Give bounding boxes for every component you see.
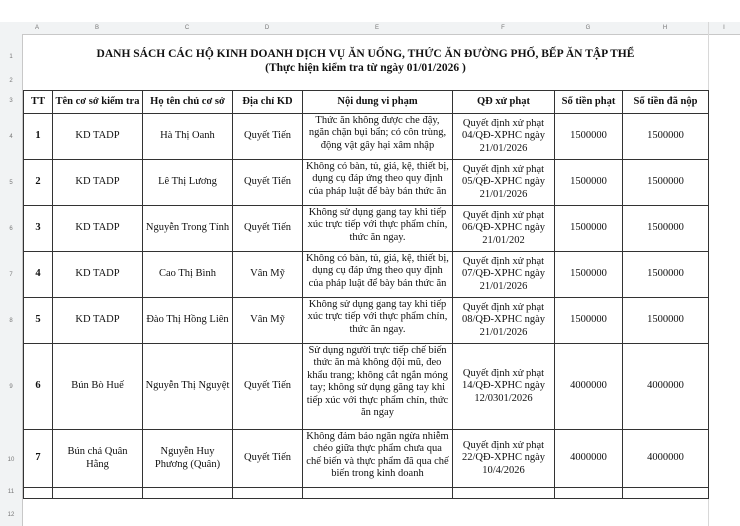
header-owner-name[interactable]: Họ tên chủ cơ sở <box>143 91 233 114</box>
empty-cell[interactable] <box>233 488 303 499</box>
cell-decision[interactable]: Quyết định xử phạt 14/QĐ-XPHC ngày 12/0301/2026 <box>453 344 555 430</box>
cell-owner[interactable]: Đào Thị Hồng Liên <box>143 298 233 344</box>
empty-cell[interactable] <box>53 488 143 499</box>
cell-address[interactable]: Quyết Tiến <box>233 160 303 206</box>
cell-decision[interactable]: Quyết định xử phạt 04/QĐ-XPHC ngày 21/01/2026 <box>453 114 555 160</box>
row-number[interactable]: 12 <box>7 512 15 518</box>
empty-cell[interactable] <box>623 488 709 499</box>
cell-owner[interactable]: Lê Thị Lương <box>143 160 233 206</box>
column-header-g[interactable]: G <box>585 25 591 31</box>
cell-violation[interactable] <box>303 160 453 206</box>
header-facility-name[interactable]: Tên cơ sở kiểm tra <box>53 91 143 114</box>
table-row <box>24 114 709 160</box>
header-paid-amount[interactable]: Số tiền đã nộp <box>623 91 709 114</box>
cell-address[interactable]: Quyết Tiến <box>233 114 303 160</box>
violation-text: Sử dụng người trực tiếp chế biến thức ăn mà không đội mũ, đeo khẩu trang; không cắt ngắn móng tay; không sử dụng găng tay khi tiếp xúc với thực phẩm chín, thức ăn ngay <box>306 344 449 418</box>
table-row <box>24 298 709 344</box>
column-header-i[interactable]: I <box>723 25 725 31</box>
violation-text: Không có bàn, tủ, giá, kệ, thiết bị, dụng cụ đáp ứng theo quy định của pháp luật để bày bán thức ăn <box>306 160 449 197</box>
cell-owner[interactable]: Cao Thị Bình <box>143 252 233 298</box>
row-header-strip <box>0 34 23 526</box>
cell-violation[interactable] <box>303 344 453 430</box>
cell-violation[interactable] <box>303 430 453 488</box>
cell-decision[interactable]: Quyết định xử phạt 06/QĐ-XPHC ngày 21/01/202 <box>453 206 555 252</box>
cell-decision[interactable]: Quyết định xử phạt 05/QĐ-XPHC ngày 21/01/2026 <box>453 160 555 206</box>
row-number[interactable]: 3 <box>9 98 13 104</box>
table-row <box>24 206 709 252</box>
cell-fine[interactable]: 4000000 <box>555 344 623 430</box>
cell-facility[interactable]: KD TADP <box>53 206 143 252</box>
cell-facility[interactable]: KD TADP <box>53 252 143 298</box>
table-header-row <box>24 91 709 114</box>
cell-decision[interactable]: Quyết định xử phạt 08/QĐ-XPHC ngày 21/01/2026 <box>453 298 555 344</box>
cell-tt[interactable]: 1 <box>24 114 53 160</box>
header-fine-amount[interactable]: Số tiền phạt <box>555 91 623 114</box>
cell-fine[interactable]: 1500000 <box>555 206 623 252</box>
violation-text: Không đảm bảo ngăn ngừa nhiễm chéo giữa thực phẩm chưa qua chế biến và thực phẩm đã qua chế biến trong kinh doanh <box>306 430 449 479</box>
violation-text: Không có bàn, tủ, giá, kệ, thiết bị, dụng cụ đáp ứng theo quy định của pháp luật để bày bán thức ăn <box>306 252 449 289</box>
violation-text: Không sử dụng gang tay khi tiếp xúc trực tiếp với thực phẩm chín, thức ăn ngay. <box>307 206 448 243</box>
cell-facility[interactable]: Bún Bò Huế <box>53 344 143 430</box>
empty-cell[interactable] <box>303 488 453 499</box>
table-row <box>24 344 709 430</box>
row-number[interactable]: 1 <box>9 54 13 60</box>
blank-row <box>24 488 709 499</box>
cell-owner[interactable]: Nguyễn Thị Nguyệt <box>143 344 233 430</box>
table-row <box>24 430 709 488</box>
table-row <box>24 160 709 206</box>
violation-text: Không sử dụng gang tay khi tiếp xúc trực tiếp với thực phẩm chín, thức ăn ngay. <box>307 298 448 335</box>
header-address[interactable]: Địa chỉ KD <box>233 91 303 114</box>
cell-paid[interactable]: 1500000 <box>623 298 709 344</box>
empty-cell[interactable] <box>555 488 623 499</box>
violation-table <box>23 90 709 499</box>
empty-cell[interactable] <box>143 488 233 499</box>
column-header-f[interactable]: F <box>501 25 505 31</box>
cell-decision[interactable]: Quyết định xử phạt 07/QĐ-XPHC ngày 21/01/2026 <box>453 252 555 298</box>
cell-violation[interactable] <box>303 206 453 252</box>
page-subtitle: (Thực hiện kiểm tra từ ngày 01/01/2026 ) <box>265 62 466 74</box>
cell-facility[interactable]: KD TADP <box>53 160 143 206</box>
column-header-e[interactable]: E <box>374 25 379 31</box>
cell-tt[interactable]: 5 <box>24 298 53 344</box>
row-number[interactable]: 11 <box>7 489 15 495</box>
cell-violation[interactable] <box>303 298 453 344</box>
header-tt[interactable]: TT <box>24 91 53 114</box>
cell-violation[interactable] <box>303 114 453 160</box>
cell-address[interactable]: Quyết Tiến <box>233 206 303 252</box>
cell-decision[interactable]: Quyết định xử phạt 22/QĐ-XPHC ngày 10/4/2026 <box>453 430 555 488</box>
cell-fine[interactable]: 1500000 <box>555 114 623 160</box>
header-decision[interactable]: QĐ xử phạt <box>453 91 555 114</box>
cell-owner[interactable]: Nguyễn Huy Phương (Quân) <box>143 430 233 488</box>
column-header-d[interactable]: D <box>264 25 270 31</box>
column-header-c[interactable]: C <box>184 25 190 31</box>
row-number[interactable]: 4 <box>9 134 13 140</box>
cell-owner[interactable]: Nguyễn Trong Tính <box>143 206 233 252</box>
column-header-h[interactable]: H <box>662 25 668 31</box>
cell-tt[interactable]: 3 <box>24 206 53 252</box>
row-number[interactable]: 7 <box>9 272 13 278</box>
column-header-strip <box>0 22 740 35</box>
header-violation[interactable]: Nội dung vi phạm <box>303 91 453 114</box>
column-header-a[interactable]: A <box>34 25 39 31</box>
empty-cell[interactable] <box>453 488 555 499</box>
cell-address[interactable]: Quyết Tiến <box>233 344 303 430</box>
row-number[interactable]: 8 <box>9 318 13 324</box>
cell-fine[interactable]: 4000000 <box>555 430 623 488</box>
cell-tt[interactable]: 7 <box>24 430 53 488</box>
violation-text: Thức ăn không được che đậy, ngăn chặn bụi bẩn; có côn trùng, động vật gây hại xâm nhập <box>308 114 447 151</box>
cell-facility[interactable]: KD TADP <box>53 114 143 160</box>
cell-paid[interactable]: 1500000 <box>623 114 709 160</box>
row-number[interactable]: 5 <box>9 180 13 186</box>
cell-paid[interactable]: 4000000 <box>623 344 709 430</box>
cell-tt[interactable]: 4 <box>24 252 53 298</box>
cell-fine[interactable]: 1500000 <box>555 298 623 344</box>
cell-paid[interactable]: 4000000 <box>623 430 709 488</box>
row-number[interactable]: 2 <box>9 78 13 84</box>
column-i-area <box>708 22 740 526</box>
cell-paid[interactable]: 1500000 <box>623 252 709 298</box>
page-title: DANH SÁCH CÁC HỘ KINH DOANH DỊCH VỤ ĂN UỐNG, THỨC ĂN ĐƯỜNG PHỐ, BẾP ĂN TẬP THỂ <box>96 48 635 60</box>
cell-facility[interactable]: Bún chả Quân Hằng <box>53 430 143 488</box>
cell-fine[interactable]: 1500000 <box>555 252 623 298</box>
table-row <box>24 252 709 298</box>
empty-cell[interactable] <box>24 488 53 499</box>
column-header-b[interactable]: B <box>94 25 99 31</box>
cell-tt[interactable]: 6 <box>24 344 53 430</box>
cell-paid[interactable]: 1500000 <box>623 160 709 206</box>
row-number[interactable]: 6 <box>9 226 13 232</box>
row-number[interactable]: 10 <box>7 457 15 463</box>
row-number[interactable]: 9 <box>9 384 13 390</box>
cell-address[interactable]: Vân Mỹ <box>233 252 303 298</box>
cell-tt[interactable]: 2 <box>24 160 53 206</box>
cell-facility[interactable]: KD TADP <box>53 298 143 344</box>
cell-address[interactable]: Quyết Tiến <box>233 430 303 488</box>
cell-owner[interactable]: Hà Thị Oanh <box>143 114 233 160</box>
cell-address[interactable]: Vân Mỹ <box>233 298 303 344</box>
cell-paid[interactable]: 1500000 <box>623 206 709 252</box>
cell-fine[interactable]: 1500000 <box>555 160 623 206</box>
cell-violation[interactable] <box>303 252 453 298</box>
